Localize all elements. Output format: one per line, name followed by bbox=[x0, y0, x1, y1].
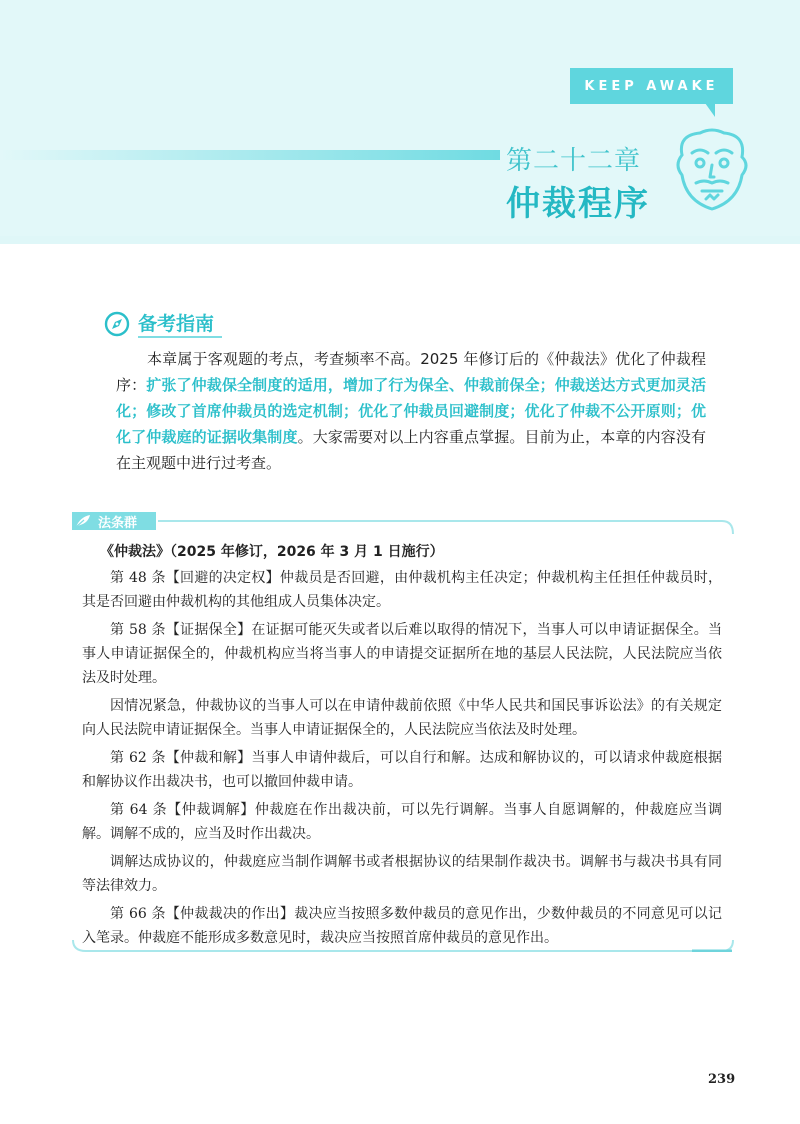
guide-highlight: 扩张了仲裁保全制度的适用，增加了行为保全、仲裁前保全；仲裁送达方式更加灵活化；修改了首席仲裁员的选定机制；优化了仲裁员回避制度；优化了仲裁不公开原则；优化了仲裁庭的证据收集制度 bbox=[116, 376, 706, 446]
guide-underline bbox=[138, 336, 222, 338]
law-content bbox=[82, 540, 722, 954]
chapter-gradient-bar bbox=[0, 150, 500, 160]
chapter-number: 第二十二章 bbox=[506, 146, 642, 176]
keep-awake-badge: KEEP AWAKE bbox=[570, 68, 733, 104]
law-paragraph: 调解达成协议的，仲裁庭应当制作调解书或者根据协议的结果制作裁决书。调解书与裁决书具有同等法律效力。 bbox=[82, 854, 722, 894]
guide-title: 备考指南 bbox=[138, 313, 215, 335]
law-paragraph: 第 62 条【仲裁和解】当事人申请仲裁后，可以自行和解。达成和解协议的，可以请求仲裁庭根据和解协议作出裁决书，也可以撤回仲裁申请。 bbox=[82, 750, 722, 790]
law-tab-label: 法条群 bbox=[98, 515, 138, 531]
compass-icon bbox=[104, 311, 130, 337]
law-paragraph: 因情况紧急，仲裁协议的当事人可以在申请仲裁前依照《中华人民共和国民事诉讼法》的有关规定向人民法院申请证据保全。当事人申请证据保全的，人民法院应当依法及时处理。 bbox=[82, 698, 722, 738]
guide-body bbox=[116, 346, 706, 476]
guide-outro: 。大家需要对以上内容重点掌握。目前为止，本章的内容没有在主观题中进行过考查。 bbox=[116, 428, 706, 472]
law-paragraph: 第 66 条【仲裁裁决的作出】裁决应当按照多数仲裁员的意见作出，少数仲裁员的不同意见可以记入笔录。仲裁庭不能形成多数意见时，裁决应当按照首席仲裁员的意见作出。 bbox=[82, 906, 722, 946]
mascot-face-icon bbox=[670, 125, 754, 215]
guide-intro: 本章属于客观题的考点，考查频率不高。2025 年修订后的《仲裁法》优化了仲裁程序： bbox=[116, 350, 706, 394]
badge-tail bbox=[705, 103, 715, 117]
feather-pen-icon bbox=[74, 513, 92, 529]
law-paragraph: 第 48 条【回避的决定权】仲裁员是否回避，由仲裁机构主任决定；仲裁机构主任担任仲裁员时，其是否回避由仲裁机构的其他组成人员集体决定。 bbox=[82, 570, 722, 610]
page-number: 239 bbox=[708, 1072, 736, 1087]
chapter-title: 仲裁程序 bbox=[506, 184, 650, 224]
law-paragraph: 第 58 条【证据保全】在证据可能灭失或者以后难以取得的情况下，当事人可以申请证据保全。当事人申请证据保全的，仲裁机构应当将当事人的申请提交证据所在地的基层人民法院，人民法院应当依法及时处理。 bbox=[82, 622, 722, 686]
law-paragraph: 第 64 条【仲裁调解】仲裁庭在作出裁决前，可以先行调解。当事人自愿调解的，仲裁庭应当调解。调解不成的，应当及时作出裁决。 bbox=[82, 802, 722, 842]
law-heading: 《仲裁法》（2025 年修订，2026 年 3 月 1 日施行） bbox=[100, 544, 444, 560]
